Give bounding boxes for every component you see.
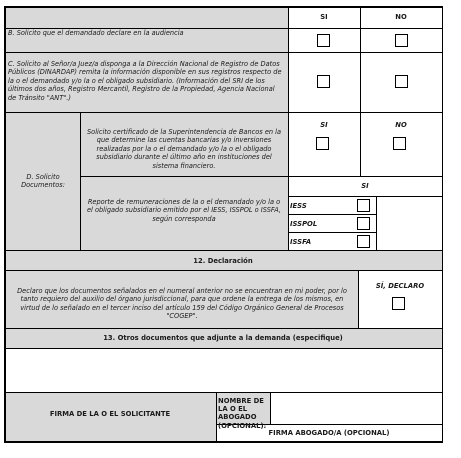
vline xyxy=(376,196,377,250)
section13-title: 13. Otros documentos que adjunte a la demanda (especifique) xyxy=(103,334,343,342)
row-d-label: D. Solicito Documentos: xyxy=(21,173,65,190)
header-no: NO xyxy=(395,13,407,21)
border-right xyxy=(442,6,444,442)
border-bottom xyxy=(4,441,443,443)
declaro-checkbox[interactable] xyxy=(392,297,405,310)
vline xyxy=(270,392,271,424)
row-d-no-label: NO xyxy=(395,121,407,129)
option-iess-checkbox[interactable] xyxy=(357,199,370,212)
hline xyxy=(4,348,443,349)
row-d-si-label: SI xyxy=(320,121,328,129)
option-isspol-label: ISSPOL xyxy=(290,220,318,228)
row-b-si-checkbox[interactable] xyxy=(317,34,330,47)
hline xyxy=(4,270,443,271)
firma-abogado-label: FIRMA ABOGADO/A (OPCIONAL) xyxy=(268,429,390,437)
hline xyxy=(288,214,376,215)
hline xyxy=(288,196,443,197)
hline xyxy=(4,250,443,251)
row-d-item1-no-checkbox[interactable] xyxy=(393,137,406,150)
header-si: SI xyxy=(320,13,328,21)
hline xyxy=(4,112,443,113)
option-issfa-checkbox[interactable] xyxy=(357,235,370,248)
row-b-text: B. Solicito que el demandado declare en la audiencia xyxy=(8,29,184,37)
option-issfa-label: ISSFA xyxy=(290,238,312,246)
nombre-abogado-input[interactable] xyxy=(272,394,440,422)
hline xyxy=(288,232,376,233)
vline xyxy=(358,270,359,328)
row-c-text: C. Solicito al Señor/a Juez/a disponga a la Dirección Nacional de Registro de Datos Públicos (DINARDAP) remita la información disponible en sus registros respecto de la o el demandado y/o la o el obligado subsidiario. (Información del SRI de los últimos dos años, Registro Mercantil, Registro de la Propiedad, Agencia Nacional de Tránsito "ANT".) xyxy=(8,60,282,102)
border-top xyxy=(4,6,443,8)
nombre-abogado-label: NOMBRE DE LA O EL ABOGADO (OPCIONAL): xyxy=(218,397,267,430)
section12-text: Declaro que los documentos señalados en el numeral anterior no se encuentran en mi poder, por lo tanto requiero del auxilio del órgano jurisdiccional, para que ordene la entrega de los mismos, en virtud de lo señalado en el tercer inciso del artículo 159 del Código Orgánico General de Procesos "COGEP". xyxy=(17,287,347,321)
row-d-si2-label: SI xyxy=(361,182,369,190)
header-row-bg xyxy=(4,6,288,28)
vline xyxy=(80,112,81,250)
row-d-item1-text: Solicito certificado de la Superintendencia de Bancos en la que determine las cuentas bancarias y/o inversiones realizadas por la o el demandado y/o la o el obligado subsidiario durante el último año en instituciones del sistema financiero. xyxy=(86,128,282,170)
hline xyxy=(4,328,443,329)
hline xyxy=(4,52,443,53)
hline xyxy=(4,392,443,393)
row-d-item2-text: Reporte de remuneraciones de la o el demandado y/o la o el obligado subsidiario emitido por el IESS, ISSPOL o ISSFA, según corresponda xyxy=(86,198,282,223)
option-iess-label: IESS xyxy=(290,202,307,210)
section12-title: 12. Declaración xyxy=(193,257,253,265)
firma-solicitante-label: FIRMA DE LA O EL SOLICITANTE xyxy=(49,410,171,418)
row-c-no-checkbox[interactable] xyxy=(395,75,408,88)
row-d-item1-si-checkbox[interactable] xyxy=(316,137,329,150)
row-c-si-checkbox[interactable] xyxy=(317,75,330,88)
row-b-no-checkbox[interactable] xyxy=(395,34,408,47)
section13-input-area[interactable] xyxy=(6,350,440,390)
hline xyxy=(80,176,443,177)
vline xyxy=(360,6,361,112)
declaro-label: SÍ, DECLARO xyxy=(375,282,425,290)
option-isspol-checkbox[interactable] xyxy=(357,217,370,230)
